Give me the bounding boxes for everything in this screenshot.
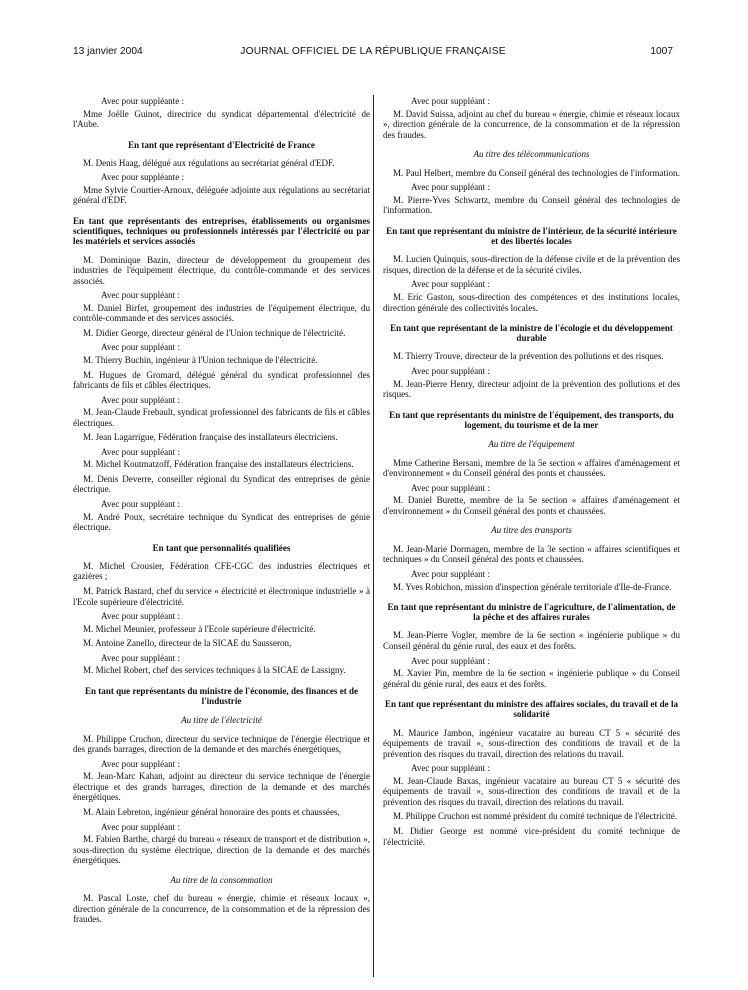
member-entry: M. Antoine Zanello, directeur de la SICAE du Sausseron, bbox=[83, 638, 292, 649]
member-entry: M. Jean-Claude Baxas, ingénieur vacataire au bureau CT 5 « sécurité des équipements de travail », sous-direction des conditions de travail et de la prévention des risques du travail, direction des relations du travail. bbox=[383, 775, 680, 807]
substitute-label: Avec pour suppléant : bbox=[101, 758, 180, 769]
member-entry: M. Denis Deverre, conseiller régional du Syndicat des entreprises de génie électrique. bbox=[73, 473, 370, 495]
member-entry: Mme Joëlle Guinot, directrice du syndicat départemental d'électricité de l'Aube. bbox=[73, 108, 370, 130]
member-entry: M. Jean-Pierre Vogler, membre de la 6e section « ingénierie publique » du Conseil général du génie rural, des eaux et des forêts. bbox=[383, 630, 680, 652]
member-entry: M. Thierry Buchin, ingénieur à l'Union technique de l'électricité. bbox=[83, 355, 318, 366]
member-entry: M. Philippe Cruchon est nommé président du comité technique de l'électricité. bbox=[393, 811, 678, 822]
substitute-label: Avec pour suppléant : bbox=[101, 342, 180, 353]
right-column bbox=[383, 96, 680, 851]
member-entry: M. Pascal Loste, chef du bureau « énergie, chimie et réseaux locaux », direction générale de la concurrence, de la consommation et de la répression des fraudes. bbox=[73, 893, 370, 925]
member-entry: M. André Poux, secrétaire technique du Syndicat des entreprises de génie électrique. bbox=[73, 511, 370, 533]
member-entry: M. Didier George, directeur général de l'Union technique de l'électricité. bbox=[83, 327, 346, 338]
substitute-label: Avec pour suppléant : bbox=[411, 96, 490, 106]
section-heading: En tant que représentants du ministre de l'équipement, des transports, du logement, du tourisme et de la mer bbox=[389, 409, 674, 430]
substitute-label: Avec pour suppléant : bbox=[101, 821, 180, 832]
member-entry: M. Pierre-Yves Schwartz, membre du Conseil général des technologies de l'information. bbox=[383, 194, 680, 216]
member-entry: M. Michel Robert, chef des services techniques à la SICAE de Lassigny. bbox=[83, 665, 346, 676]
substitute-label: Avec pour suppléant : bbox=[411, 568, 490, 579]
member-entry: M. Paul Helbert, membre du Conseil général des technologies de l'information. bbox=[393, 167, 680, 178]
section-heading: En tant que représentant du ministre des affaires sociales, du travail et de la solidarité bbox=[384, 699, 678, 720]
member-entry: M. Patrick Bastard, chef du service « électricité et électronique industrielle » à l'Ecole supérieure d'électricité. bbox=[73, 585, 370, 607]
substitute-label: Avec pour suppléant : bbox=[101, 290, 180, 301]
member-entry: M. Fabien Barthe, chargé du bureau « réseaux de transport et de distribution », sous-direction du système électrique, direction de la demande et des marchés énergétiques. bbox=[73, 834, 370, 866]
subsection-heading: Au titre de l'équipement bbox=[488, 439, 575, 450]
member-entry: Mme Catherine Bersani, membre de la 5e section « affaires d'aménagement et d'environnement » du Conseil général des ponts et chaussées. bbox=[383, 457, 680, 479]
journal-title: JOURNAL OFFICIEL DE LA RÉPUBLIQUE FRANÇAISE bbox=[240, 46, 506, 57]
member-entry: M. Denis Haag, délégué aux régulations au secrétariat général d'EDF. bbox=[83, 157, 335, 168]
substitute-label: Avec pour suppléant : bbox=[411, 279, 490, 290]
member-entry: M. Lucien Quinquis, sous-direction de la défense civile et de la prévention des risques, direction de la défense et de la sécurité civiles. bbox=[383, 254, 680, 275]
member-entry: M. Jean-Claude Frebault, syndicat professionnel des fabricants de fils et câbles électriques. bbox=[73, 407, 370, 428]
member-entry: M. Didier George est nommé vice-président du comité technique de l'électricité. bbox=[383, 826, 680, 847]
member-entry: M. Daniel Burette, membre de la 5e section « affaires d'aménagement et d'environnement » du Conseil général des ponts et chaussées. bbox=[383, 495, 680, 516]
subsection-heading: Au titre des télécommunications bbox=[473, 149, 590, 160]
member-entry: M. Michel Meunier, professeur à l'Ecole supérieure d'électricité. bbox=[83, 623, 316, 634]
member-entry: M. Alain Lebreton, ingénieur général honoraire des ponts et chaussées, bbox=[83, 807, 340, 818]
member-entry: Mme Sylvie Courtier-Arnoux, déléguée adjointe aux régulations au secrétariat général d'EDF. bbox=[73, 184, 370, 206]
member-entry: M. Xavier Pin, membre de la 6e section « ingénierie publique » du Conseil général du génie rural, des eaux et des forêts. bbox=[383, 668, 680, 689]
member-entry: M. Thierry Trouve, directeur de la prévention des pollutions et des risques. bbox=[393, 351, 664, 362]
subsection-heading: Au titre de la consommation bbox=[170, 874, 273, 885]
left-column bbox=[73, 96, 370, 929]
substitute-label: Avec pour suppléant : bbox=[101, 499, 180, 510]
member-entry: M. Maurice Jambon, ingénieur vacataire au bureau CT 5 « sécurité des équipements de travail », sous-direction des conditions de travail et de la prévention des risques du travail, direction des relations du travail. bbox=[383, 727, 680, 759]
section-heading: En tant que représentants du ministre de l'économie, des finances et de l'industrie bbox=[84, 685, 359, 706]
substitute-label: Avec pour suppléante : bbox=[101, 172, 184, 183]
member-entry: M. Jean-Marie Dormagen, membre de la 3e section « affaires scientifiques et techniques » du Conseil général des ponts et chaussées. bbox=[383, 543, 680, 565]
member-entry: M. Philippe Cruchon, directeur du service technique de l'énergie électrique et des grands barrages, direction de la demande et des marchés énergétiques, bbox=[73, 733, 370, 755]
member-entry: M. Hugues de Gromard, délégué général du syndicat professionnel des fabricants de fils et câbles électriques. bbox=[73, 369, 370, 391]
substitute-label: Avec pour suppléant : bbox=[101, 394, 180, 405]
member-entry: M. Dominique Bazin, directeur de développement du groupement des industries de l'équipement électrique, du contrôle-commande et des services associés. bbox=[73, 254, 370, 286]
member-entry: M. Jean Lagarrigue, Fédération française des installateurs électriciens. bbox=[83, 432, 338, 443]
subsection-heading: Au titre des transports bbox=[491, 525, 572, 536]
substitute-label: Avec pour suppléant : bbox=[411, 763, 490, 774]
substitute-label: Avec pour suppléant : bbox=[411, 366, 490, 377]
page-number: 1007 bbox=[650, 46, 673, 57]
section-heading: En tant que représentant d'Electricité de France bbox=[128, 139, 315, 150]
column-separator bbox=[373, 95, 374, 977]
section-heading: En tant que représentants des entreprises, établissements ou organismes scientifiques, techniques ou professionnels intéressés par l'électricité ou par les matériels et services associés bbox=[73, 216, 370, 247]
member-entry: M. Jean-Pierre Henry, directeur adjoint de la prévention des pollutions et des risques. bbox=[383, 378, 680, 400]
member-entry: M. David Suissa, adjoint au chef du bureau « énergie, chimie et réseaux locaux », direction générale de la concurrence, de la consommation et de la répression des fraudes. bbox=[383, 108, 680, 140]
subsection-heading: Au titre de l'électricité bbox=[181, 715, 262, 726]
section-heading: En tant que représentant du ministre de l'agriculture, de l'alimentation, de la pêche et des affaires rurales bbox=[387, 602, 676, 623]
header-date: 13 janvier 2004 bbox=[73, 46, 143, 57]
substitute-label: Avec pour suppléant : bbox=[101, 611, 180, 622]
member-entry: M. Eric Gaston, sous-direction des compétences et des institutions locales, direction générale des collectivités locales. bbox=[383, 291, 680, 313]
substitute-label: Avec pour suppléante : bbox=[101, 96, 184, 106]
member-entry: M. Michel Koutmatzoff, Fédération française des installateurs électriciens. bbox=[83, 459, 354, 470]
section-heading: En tant que personnalités qualifiées bbox=[152, 542, 291, 553]
section-heading: En tant que représentant de la ministre de l'écologie et du développement durable bbox=[390, 323, 673, 344]
member-entry: M. Jean-Marc Kahan, adjoint au directeur du service technique de l'énergie électrique et des grands barrages, direction de la demande et des marchés énergétiques. bbox=[73, 771, 370, 803]
substitute-label: Avec pour suppléant : bbox=[411, 182, 490, 193]
substitute-label: Avec pour suppléant : bbox=[101, 652, 180, 663]
section-heading: En tant que représentant du ministre de l'intérieur, de la sécurité intérieure et des libertés locales bbox=[386, 225, 677, 247]
page-header bbox=[73, 46, 673, 60]
substitute-label: Avec pour suppléant : bbox=[411, 655, 490, 666]
member-entry: M. Daniel Birfet, groupement des industries de l'équipement électrique, du contrôle-commande et des services associés. bbox=[73, 302, 370, 324]
substitute-label: Avec pour suppléant : bbox=[101, 446, 180, 457]
member-entry: M. Yves Robichon, mission d'inspection générale territoriale d'Ile-de-France. bbox=[393, 581, 672, 592]
member-entry: M. Michel Crousier, Fédération CFE-CGC des industries électriques et gazières ; bbox=[73, 560, 370, 582]
substitute-label: Avec pour suppléant : bbox=[411, 482, 490, 493]
